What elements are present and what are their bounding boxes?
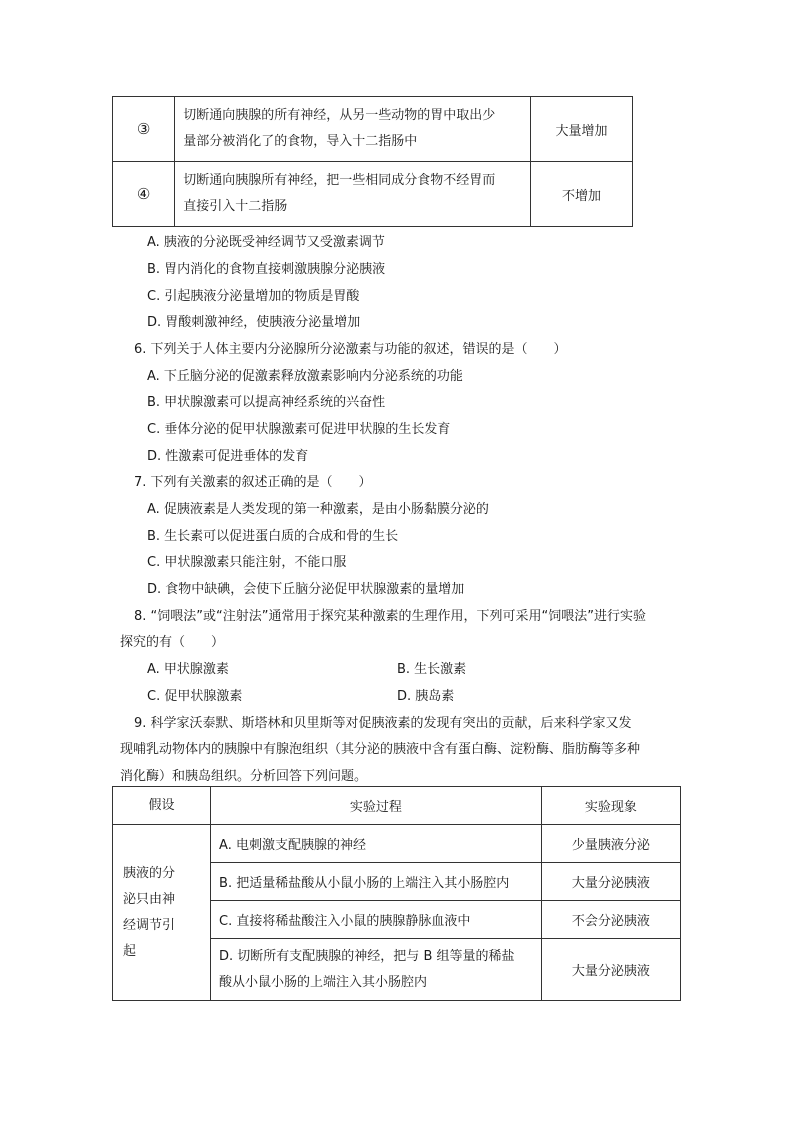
q6-stem: 6. 下列关于人体主要内分泌腺所分泌激素与功能的叙述，错误的是（ ）: [134, 342, 567, 357]
hypothesis-cell: 胰液的分 泌只由神 经调节引 起: [113, 825, 211, 1001]
q8-option-d: D. 胰岛素: [397, 689, 455, 704]
row-process: C. 直接将稀盐酸注入小鼠的胰腺静脉血液中: [211, 901, 542, 939]
q6-option-d: D. 性激素可促进垂体的发育: [147, 449, 309, 464]
q9-stem-line3: 消化酶）和胰岛组织。分析回答下列问题。: [120, 769, 368, 784]
q5-option-c: C. 引起胰液分泌量增加的物质是胃酸: [147, 289, 360, 304]
row-process: D. 切断所有支配胰腺的神经，把与 B 组等量的稀盐 酸从小鼠小肠的上端注入其小肠腔内: [211, 939, 542, 1001]
header-result: 实验现象: [541, 787, 680, 825]
row-result: 大量增加: [531, 97, 633, 162]
q7-stem: 7. 下列有关激素的叙述正确的是（ ）: [134, 475, 372, 490]
q8-option-c: C. 促甲状腺激素: [147, 689, 243, 704]
q8-stem-line1: 8. “饲喂法”或“注射法”通常用于探究某种激素的生理作用，下列可采用“饲喂法”进行实验: [134, 609, 646, 624]
row-result: 少量胰液分泌: [541, 825, 680, 863]
row-result: 不会分泌胰液: [541, 901, 680, 939]
table-row: [113, 825, 681, 863]
q8-option-a: A. 甲状腺激素: [147, 662, 229, 677]
row-process: B. 把适量稀盐酸从小鼠小肠的上端注入其小肠腔内: [211, 863, 542, 901]
q5-option-b: B. 胃内消化的食物直接刺激胰腺分泌胰液: [147, 262, 386, 277]
q8-option-b: B. 生长激素: [397, 662, 467, 677]
row-number: ④: [113, 162, 175, 227]
q7-option-d: D. 食物中缺碘，会使下丘脑分泌促甲状腺激素的量增加: [147, 582, 465, 597]
q7-option-b: B. 生长素可以促进蛋白质的合成和骨的生长: [147, 529, 399, 544]
header-process: 实验过程: [211, 787, 542, 825]
table-header-row: [113, 787, 681, 825]
row-number: ③: [113, 97, 175, 162]
q9-stem-line2: 现哺乳动物体内的胰腺中有腺泡组织（其分泌的胰液中含有蛋白酶、淀粉酶、脂肪酶等多种: [120, 742, 641, 757]
q6-option-c: C. 垂体分泌的促甲状腺激素可促进甲状腺的生长发育: [147, 422, 451, 437]
table-row: [113, 162, 633, 227]
q5-option-a: A. 胰液的分泌既受神经调节又受激素调节: [147, 235, 385, 250]
row-result: 大量分泌胰液: [541, 863, 680, 901]
q9-stem-line1: 9. 科学家沃泰默、斯塔林和贝里斯等对促胰液素的发现有突出的贡献，后来科学家又发: [134, 716, 632, 731]
table-row: [113, 97, 633, 162]
hypothesis-experiment-table: [112, 786, 681, 1001]
q5-option-d: D. 胃酸刺激神经，使胰液分泌量增加: [147, 315, 361, 330]
q8-stem-line2: 探究的有（ ）: [120, 635, 225, 650]
experiment-table-continued: [112, 96, 633, 227]
q6-option-a: A. 下丘脑分泌的促激素释放激素影响内分泌系统的功能: [147, 369, 463, 384]
header-hypothesis: 假设: [113, 787, 211, 825]
row-result: 大量分泌胰液: [541, 939, 680, 1001]
q6-option-b: B. 甲状腺激素可以提高神经系统的兴奋性: [147, 395, 386, 410]
row-process: 切断通向胰腺所有神经，把一些相同成分食物不经胃而 直接引入十二指肠: [175, 162, 531, 227]
q7-option-a: A. 促胰液素是人类发现的第一种激素，是由小肠黏膜分泌的: [147, 502, 489, 517]
q7-option-c: C. 甲状腺激素只能注射，不能口服: [147, 555, 347, 570]
row-result: 不增加: [531, 162, 633, 227]
row-process: 切断通向胰腺的所有神经，从另一些动物的胃中取出少 量部分被消化了的食物，导入十二指肠中: [175, 97, 531, 162]
row-process: A. 电刺激支配胰腺的神经: [211, 825, 542, 863]
